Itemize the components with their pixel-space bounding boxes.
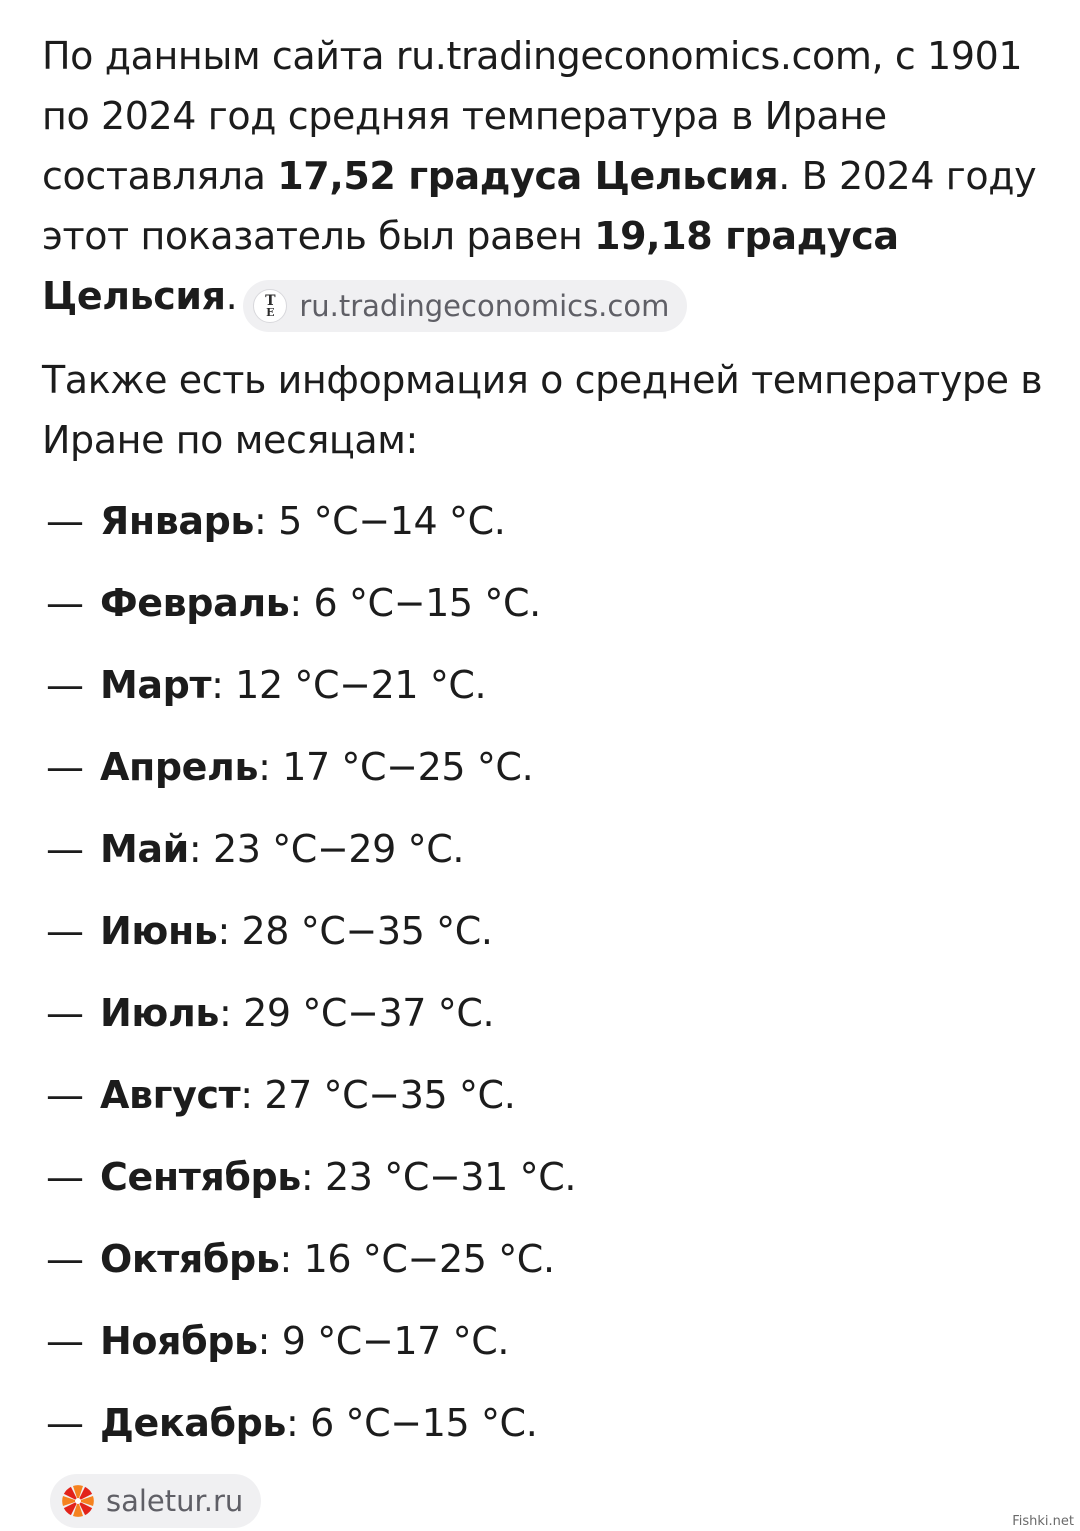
source-chip-label: ru.tradingeconomics.com [299,289,670,323]
list-item [46,736,1026,818]
list-dash: — [46,1401,84,1445]
monthly-intro-paragraph: Также есть информация о средней температуре в Иране по месяцам: [42,358,1043,462]
source-chip-tradingeconomics[interactable] [243,280,687,332]
answer-content [42,26,1052,470]
tradingeconomics-icon: T E [253,289,287,323]
list-dash: — [46,663,84,707]
month-name: Июнь [100,909,218,953]
list-dash: — [46,581,84,625]
month-range: : 29 °C−37 °C. [219,991,495,1035]
avg-temp-2024: 19,18 градуса Цельсия [42,214,899,318]
month-name: Февраль [100,581,290,625]
list-dash: — [46,827,84,871]
list-item [46,982,1026,1064]
intro-paragraph [42,26,1052,332]
list-item [46,1228,1026,1310]
month-range: : 12 °C−21 °C. [211,663,487,707]
monthly-temperature-list [46,490,1026,1474]
month-name: Май [100,827,189,871]
month-name: Декабрь [100,1401,287,1445]
source-chip-saletur[interactable] [50,1474,261,1528]
month-range: : 6 °C−15 °C. [289,581,541,625]
source-chip-label: saletur.ru [106,1484,244,1518]
list-dash: — [46,1073,84,1117]
list-item [46,490,1026,572]
month-range: : 27 °C−35 °C. [240,1073,516,1117]
month-name: Август [100,1073,241,1117]
list-item [46,900,1026,982]
watermark: Fishki.net [1012,1514,1074,1529]
month-range: : 23 °C−29 °C. [188,827,465,871]
month-name: Октябрь [100,1237,280,1281]
intro-text-1: По данным сайта ru.tradingeconomics.com, с 1901 по 2024 год средняя температура в Иране составляла [42,34,1023,198]
list-item [46,654,1026,736]
list-item [46,1392,1026,1474]
saletur-icon [60,1483,96,1519]
intro-text-3: . [225,274,238,318]
month-range: : 5 °C−14 °C. [254,499,506,543]
list-dash: — [46,499,84,543]
list-dash: — [46,1155,84,1199]
list-item [46,1146,1026,1228]
month-range: : 17 °C−25 °C. [258,745,534,789]
month-name: Ноябрь [100,1319,258,1363]
month-name: Январь [100,499,255,543]
month-range: : 23 °C−31 °C. [300,1155,577,1199]
avg-temp-1901-2024: 17,52 градуса Цельсия [277,154,779,198]
month-range: : 6 °C−15 °C. [286,1401,538,1445]
list-item [46,1310,1026,1392]
list-item [46,818,1026,900]
month-range: : 9 °C−17 °C. [257,1319,510,1363]
list-item [46,1064,1026,1146]
month-range: : 16 °C−25 °C. [279,1237,555,1281]
month-name: Сентябрь [100,1155,301,1199]
intro-text-2: . В 2024 году этот показатель был равен [42,154,1037,258]
month-name: Июль [100,991,220,1035]
list-dash: — [46,1319,84,1363]
list-dash: — [46,1237,84,1281]
month-range: : 28 °C−35 °C. [217,909,493,953]
list-dash: — [46,909,84,953]
list-dash: — [46,991,84,1035]
list-dash: — [46,745,84,789]
month-name: Март [100,663,212,707]
list-item [46,572,1026,654]
month-name: Апрель [100,745,259,789]
